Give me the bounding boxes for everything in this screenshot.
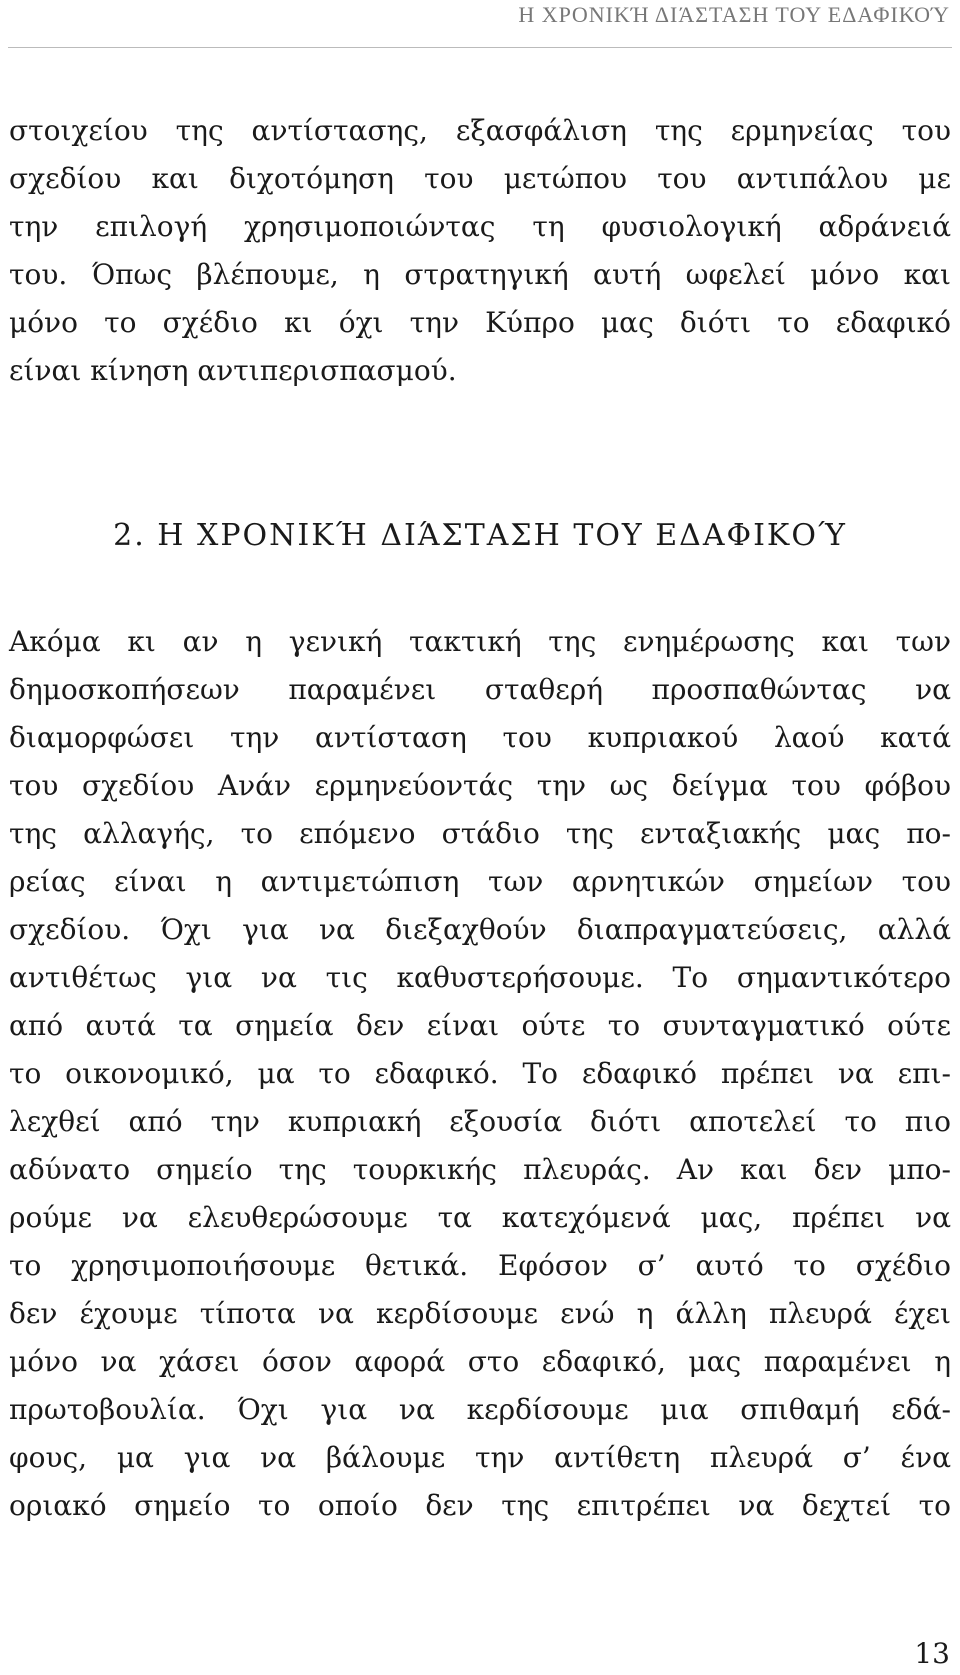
text-line: δεν έχουμε τίποτα να κερδίσουμε ενώ η άλλη πλευρά έχει bbox=[9, 1297, 951, 1330]
text-line: σχεδίου. Όχι για να διεξαχθούν διαπραγματεύσεις, αλλά bbox=[9, 913, 951, 946]
running-head: Η ΧΡΟΝΙΚΉ ΔΙΆΣΤΑΣΗ ΤΟΥ ΕΔΑΦΙΚΟΎ bbox=[518, 2, 950, 27]
text-line: του. Όπως βλέπουμε, η στρατηγική αυτή ωφελεί μόνο και bbox=[9, 258, 951, 291]
text-line: διαμορφώσει την αντίσταση του κυπριακού λαού κατά bbox=[9, 721, 951, 754]
page-number: 13 bbox=[914, 1637, 950, 1670]
text-line: αντιθέτως για να τις καθυστερήσουμε. Το σημαντικότερο bbox=[9, 961, 951, 994]
text-line: του σχεδίου Ανάν ερμηνεύοντάς την ως δείγμα του φόβου bbox=[9, 769, 951, 802]
text-line: της αλλαγής, το επόμενο στάδιο της ενταξιακής μας πο- bbox=[9, 817, 951, 850]
text-line: μόνο να χάσει όσον αφορά στο εδαφικό, μας παραμένει η bbox=[9, 1345, 951, 1378]
text-line: σχεδίου και διχοτόμηση του μετώπου του αντιπάλου με bbox=[9, 162, 951, 195]
text-line: οριακό σημείο το οποίο δεν της επιτρέπει να δεχτεί το bbox=[9, 1489, 951, 1522]
text-line: από αυτά τα σημεία δεν είναι ούτε το συνταγματικό ούτε bbox=[9, 1009, 951, 1042]
text-line: ρούμε να ελευθερώσουμε τα κατεχόμενά μας, πρέπει να bbox=[9, 1201, 951, 1234]
text-line: Ακόμα κι αν η γενική τακτική της ενημέρωσης και των bbox=[9, 625, 951, 658]
section-heading: 2. Η ΧΡΟΝΙΚΉ ΔΙΆΣΤΑΣΗ ΤΟΥ ΕΔΑΦΙΚΟΎ bbox=[113, 518, 847, 553]
text-line: την επιλογή χρησιμοποιώντας τη φυσιολογική αδράνειά bbox=[9, 210, 951, 243]
text-line: το οικονομικό, μα το εδαφικό. Το εδαφικό πρέπει να επι- bbox=[9, 1057, 951, 1090]
text-line: πρωτοβουλία. Όχι για να κερδίσουμε μια σπιθαμή εδά- bbox=[9, 1393, 951, 1426]
text-line: δημοσκοπήσεων παραμένει σταθερή προσπαθώντας να bbox=[9, 673, 951, 706]
text-line: στοιχείου της αντίστασης, εξασφάλιση της ερμηνείας του bbox=[9, 114, 951, 147]
text-line: αδύνατο σημείο της τουρκικής πλευράς. Αν και δεν μπο- bbox=[9, 1153, 951, 1186]
text-line: μόνο το σχέδιο κι όχι την Κύπρο μας διότι το εδαφικό bbox=[9, 306, 951, 339]
text-line: ρείας είναι η αντιμετώπιση των αρνητικών σημείων του bbox=[9, 865, 951, 898]
text-line: το χρησιμοποιήσουμε θετικά. Εφόσον σ’ αυτό το σχέδιο bbox=[9, 1249, 951, 1282]
text-line: είναι κίνηση αντιπερισπασμού. bbox=[9, 354, 457, 387]
text-line: φους, μα για να βάλουμε την αντίθετη πλευρά σ’ ένα bbox=[9, 1441, 951, 1474]
text-line: λεχθεί από την κυπριακή εξουσία διότι αποτελεί το πιο bbox=[9, 1105, 951, 1138]
header-rule bbox=[8, 47, 952, 48]
